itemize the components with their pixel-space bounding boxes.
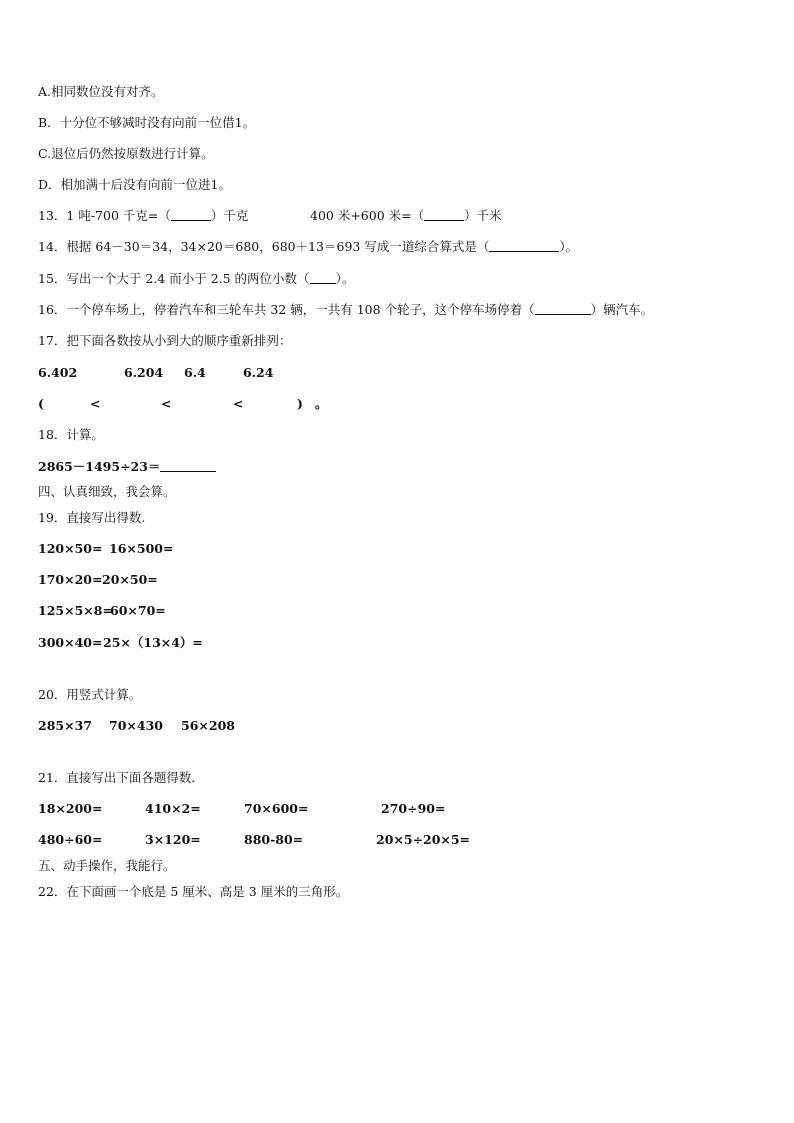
question-13-part2-prefix: 400 米+600 米=（ bbox=[310, 208, 425, 223]
calc-item: 60×70= bbox=[110, 603, 166, 618]
question-17: 17．把下面各数按从小到大的顺序重新排列： bbox=[38, 333, 292, 348]
less-than-sign: < bbox=[90, 396, 101, 411]
calc-item: 16×500= bbox=[109, 541, 174, 556]
order-close-paren: ) bbox=[297, 396, 303, 411]
question-14 bbox=[38, 239, 578, 255]
question-13-part1-suffix: ）千克 bbox=[210, 208, 249, 223]
calc-item: 170×20= bbox=[38, 572, 103, 587]
order-open-paren: ( bbox=[38, 396, 44, 411]
question-13 bbox=[38, 208, 248, 224]
calc-item: 880-80= bbox=[244, 832, 304, 847]
calc-item: 270÷90= bbox=[381, 801, 446, 816]
question-21: 21．直接写出下面各题得数． bbox=[38, 770, 204, 785]
option-c: C.退位后仍然按原数进行计算。 bbox=[38, 146, 214, 161]
question-19: 19．直接写出得数. bbox=[38, 510, 146, 525]
vertical-calc-item: 285×37 bbox=[38, 718, 92, 733]
calc-item: 300×40= bbox=[38, 635, 103, 650]
question-18-expression bbox=[38, 459, 216, 475]
section-four-heading: 四、认真细致，我会算。 bbox=[38, 484, 176, 499]
question-16-suffix: ）辆汽车。 bbox=[590, 302, 654, 317]
option-d: D．相加满十后没有向前一位进1。 bbox=[38, 177, 231, 192]
calc-item: 410×2= bbox=[145, 801, 201, 816]
answer-blank[interactable] bbox=[489, 239, 559, 252]
question-15-prefix: 15．写出一个大于 2.4 而小于 2.5 的两位小数（ bbox=[38, 271, 310, 286]
answer-blank[interactable] bbox=[424, 208, 464, 221]
question-13-number: 13． bbox=[38, 208, 67, 223]
question-20: 20．用竖式计算。 bbox=[38, 687, 142, 702]
answer-blank[interactable] bbox=[171, 208, 211, 221]
answer-blank[interactable] bbox=[310, 271, 336, 284]
calc-item: 20×50= bbox=[102, 572, 158, 587]
calc-item: 480÷60= bbox=[38, 832, 103, 847]
calc-item: 20×5÷20×5= bbox=[376, 832, 471, 847]
question-14-suffix: ）。 bbox=[559, 239, 579, 254]
question-16 bbox=[38, 302, 653, 318]
question-13-part2-suffix: ）千米 bbox=[464, 208, 502, 223]
calc-item: 3×120= bbox=[145, 832, 201, 847]
calc-item: 25×（13×4）= bbox=[103, 635, 203, 650]
less-than-sign: < bbox=[161, 396, 172, 411]
number-item: 6.204 bbox=[124, 365, 164, 380]
question-16-prefix: 16．一个停车场上，停着汽车和三轮车共 32 辆，一共有 108 个轮子，这个停车场停着（ bbox=[38, 302, 535, 317]
answer-blank[interactable] bbox=[535, 302, 591, 315]
question-13-part2 bbox=[310, 208, 502, 224]
order-period: 。 bbox=[315, 396, 328, 411]
vertical-calc-item: 70×430 bbox=[109, 718, 163, 733]
question-14-prefix: 14．根据 64－30＝34，34×20＝680，680＋13＝693 写成一道综合算式是（ bbox=[38, 239, 490, 254]
question-15 bbox=[38, 271, 354, 287]
question-22: 22．在下面画一个底是 5 厘米、高是 3 厘米的三角形。 bbox=[38, 884, 349, 899]
calc-item: 70×600= bbox=[244, 801, 309, 816]
calc-item: 125×5×8= bbox=[38, 603, 113, 618]
question-13-part1-prefix: 1 吨-700 千克=（ bbox=[66, 208, 171, 223]
question-18: 18．计算。 bbox=[38, 427, 104, 442]
question-15-suffix: ）。 bbox=[335, 271, 355, 286]
question-18-expr: 2865－1495÷23＝ bbox=[38, 459, 161, 474]
number-item: 6.24 bbox=[243, 365, 274, 380]
answer-blank[interactable] bbox=[160, 459, 216, 472]
less-than-sign: < bbox=[233, 396, 244, 411]
calc-item: 120×50= bbox=[38, 541, 103, 556]
option-a: A.相同数位没有对齐。 bbox=[38, 84, 164, 99]
option-b: B．十分位不够减时没有向前一位借1。 bbox=[38, 115, 256, 130]
number-item: 6.4 bbox=[184, 365, 206, 380]
vertical-calc-item: 56×208 bbox=[181, 718, 235, 733]
section-five-heading: 五、动手操作，我能行。 bbox=[38, 858, 176, 873]
number-item: 6.402 bbox=[38, 365, 78, 380]
calc-item: 18×200= bbox=[38, 801, 103, 816]
